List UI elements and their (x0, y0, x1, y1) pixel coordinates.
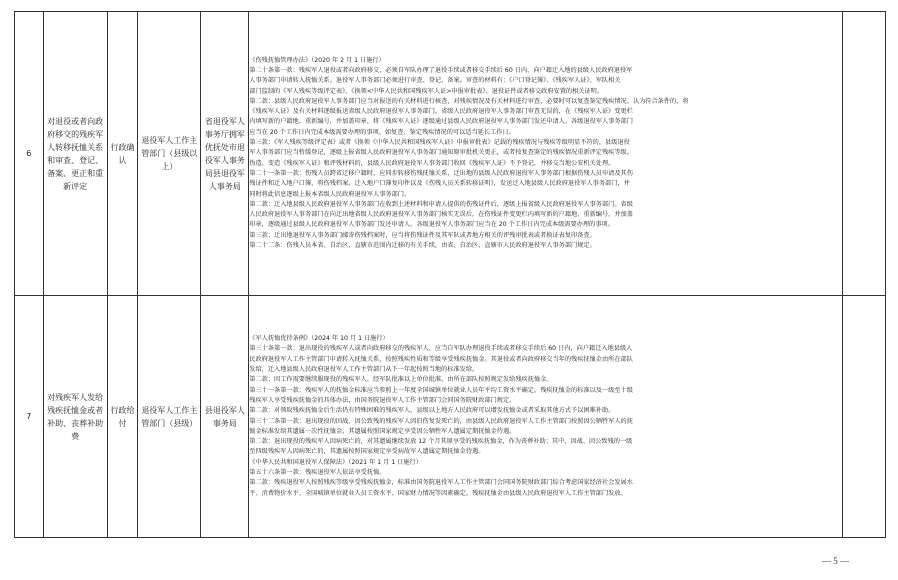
row-number-cell: 6 (15, 12, 44, 296)
basis-line: 军人事务部门应当暂缓登记，逐级上报省级人民政府退役军人事务部门通知原审批机关更正，或者按复查鉴定的残疾情况重新评定残疾等级。 (249, 149, 633, 157)
basis-line: 部门监制的《军人残疾等级评定表》、《换领<中华人民共和国残疾军人证>申报审批表》、退役证件或者移交政府安置的相关证明。 (249, 87, 604, 95)
basis-line: 第二款：退出现役的残疾军人因病死亡的，对其遗属继续发放 12 个月其原享受的残疾抚恤金，作为丧葬补助；其中，因战、因公致残的一级 (249, 438, 633, 446)
basis-line: 第二款：迁入地县级人民政府退役军人事务部门在收到上述材料和申请人提供的伤残证件后，逐级上报省级人民政府退役军人事务部门。省级 (249, 200, 633, 208)
basis-line: 人事务部门申请转入抚恤关系。退役军人事务部门必须进行审查、登记、备案。审查的材料有：《户口登记簿》、《残疾军人证》、军队相关 (249, 77, 621, 85)
basis-line: 残疾军人享受残疾抚恤金的具体办法，由国务院退役军人工作主管部门会同国务院财政部门规定。 (249, 396, 516, 404)
basis-line: 第二十二条：伤残人员本省、自治区、直辖市范围内迁移的有关手续，由省、自治区、直辖市人民政府退役军人事务部门规定。 (249, 242, 596, 250)
basis-line: 《中华人民共和国退役军人保障法》（2021 年 1 月 1 日施行） (249, 458, 422, 466)
basis-line: 人民政府退役军人事务部门在向迁出地省级人民政府退役军人事务部门核实无误后，在伤残证件变更栏内填写新的户籍地、重新编号，并加盖 (249, 211, 633, 219)
legal-basis-text (249, 56, 842, 252)
basis-line: 第二十条第一款：残疾军人退役或者向政府移交，必须自军队办理了退役手续或者移交手续后 60 日内，向户籍迁入地的县级人民政府退役军 (249, 66, 633, 74)
basis-line: 伪造、变造《残疾军人证》和评残材料的，县级人民政府退役军人事务部门收回《残疾军人证》不予登记，并移交当地公安机关处理。 (249, 159, 615, 167)
basis-line: 第三款：《军人残疾等级评定表》或者《换领《中华人民共和国残疾军人证》申报审批表》记载的残疾情况与残疾等级明显不符的，县级退役 (249, 139, 630, 147)
item-name-cell: 对残疾军人发给残疾抚恤金或者补助、丧葬补助费 (43, 296, 107, 538)
basis-line: 同时将此信息逐级上报本省级人民政府退役军人事务部门。 (249, 190, 411, 198)
remarks-cell (843, 12, 886, 296)
basis-line: 第二款：因工作需要继续服现役的残疾军人，经军队批准以上单位批准，由所在部队按照规定发给残疾抚恤金。 (249, 376, 553, 384)
table-row (15, 12, 886, 296)
legal-basis-cell (249, 12, 843, 296)
basis-line: 平、消费物价水平、全国城镇单位就业人员工资水平、国家财力情况等因素确定。残疾抚恤金由县级人民政府退役军人工作主管部门发放。 (249, 489, 627, 497)
basis-line: 第二款：对领取残疾抚恤金后生活仍有特殊困难的残疾军人，县级以上地方人民政府可以增发抚恤金或者采取其他方式予以困难补助。 (249, 407, 615, 415)
basis-line: 第三十二条第一款：退出现役的因战、因公致残的残疾军人因旧伤复发死亡的，由县级人民政府退役军人工作主管部门按照因公牺牲军人的抚 (249, 417, 633, 425)
basis-line: 《军人抚恤优待条例》（2024 年 10 月 1 日施行） (249, 335, 389, 343)
basis-line: 至四级残疾军人因病死亡的，其遗属按照国家规定享受病故军人遗属定期抚恤金待遇。 (249, 448, 485, 456)
subject-cell: 退役军人工作主管部门（县级） (138, 296, 201, 538)
category-cell: 行政确认 (107, 12, 138, 296)
basis-line: 《残疾军人证》及有关材料逐级报送省级人民政府退役军人事务部门。省级人民政府退役军人事务部门审查无误的，在《残疾军人证》变更栏 (249, 108, 633, 116)
item-name-cell: 对退役或者向政府移交的残疾军人转移抚恤关系和审查、登记、备案、更正和重新评定 (43, 12, 107, 296)
organization-cell: 省退役军人事务厅拥军优抚处市退役军人事务局县退役军人事务局 (201, 12, 249, 296)
page-number: — 5 — (822, 556, 849, 566)
table-row (15, 296, 886, 538)
basis-line: 民政府退役军人工作主管部门申请转入抚恤关系，按照残疾性质和等级享受残疾抚恤金。其退役或者向政府移交当年的残疾抚恤金由所在部队 (249, 355, 633, 363)
basis-line: 发给，迁入地县级人民政府退役军人工作主管部门从下一年起按照当地的标准发给。 (249, 366, 479, 374)
remarks-cell (843, 296, 886, 538)
legal-basis-text (249, 334, 842, 499)
basis-line: 内填写新的户籍地、重新编号，并加盖印章，将《残疾军人证》逐级通过县级人民政府退役军人事务部门发还申请人。各级退役军人事务部门 (249, 118, 633, 126)
basis-line: 第二十一条第一款：伤残人员跨省迁移户籍时，应同步转移伤残抚恤关系，迁出地的县级人民政府退役军人事务部门根据伤残人员申请及其伤 (249, 169, 633, 177)
organization-cell: 县退役军人事务局 (201, 296, 249, 538)
basis-line: 应当在 20 个工作日内完成本级需要办理的事项。如复查、鉴定残疾情况的可以适当延长工作日。 (249, 128, 515, 136)
basis-line: 残证件和迁入地户口簿，将伤残档案、迁入地户口簿复印件以及《伤残人员关系转移证明》，发送迁入地县级人民政府退役军人事务部门，并 (249, 180, 630, 188)
basis-line: 第五十六条第一款：残疾退役军人依法享受抚恤。 (249, 468, 386, 476)
basis-line: 第三款：迁出地退役军人事务部门邮寄伤残档案时，应当将伤残证件及其军队或者地方相关的评残审批表或者换证表复印备查。 (249, 231, 596, 239)
basis-line: 第三十一条第一款：残疾军人的抚恤金标准应当参照上一年度全国城镇单位就业人员年平均工资水平确定。残疾抚恤金的标准以及一级至十级 (249, 386, 633, 394)
basis-line: 第三十条第一款：退出现役的残疾军人或者向政府移交的残疾军人，应当自军队办理退役手续或者移交手续后 60 日内，向户籍迁入地县级人 (249, 345, 633, 353)
basis-line: 恤金标准发给其遗属一次性抚恤金，其遗属按照国家规定享受因公牺牲军人遗属定期抚恤金待遇。 (249, 427, 516, 435)
basis-line: 《伤残抚恤管理办法》（2020 年 2 月 1 日施行） (249, 56, 385, 64)
subject-cell: 退役军人工作主管部门（县级以上） (138, 12, 201, 296)
row-number-cell: 7 (15, 296, 44, 538)
basis-line: 印章，逐级通过县级人民政府退役军人事务部门发还申请人。各级退役军人事务部门应当在 20 个工作日内完成本级需要办理的事项。 (249, 221, 614, 229)
legal-basis-cell (249, 296, 843, 538)
document-table (14, 11, 886, 538)
basis-line: 第二款：残疾退役军人按照残疾等级享受残疾抚恤金，标准由国务院退役军人工作主管部门会同国务院财政部门综合考虑国家经济社会发展水 (249, 479, 633, 487)
basis-line: 第二款：县级人民政府退役军人事务部门应当对报送的有关材料进行核查，对残疾情况及有关材料进行审查，必要时可以复查鉴定残疾情况。认为符合条件的，将 (249, 97, 689, 105)
category-cell: 行政给付 (107, 296, 138, 538)
